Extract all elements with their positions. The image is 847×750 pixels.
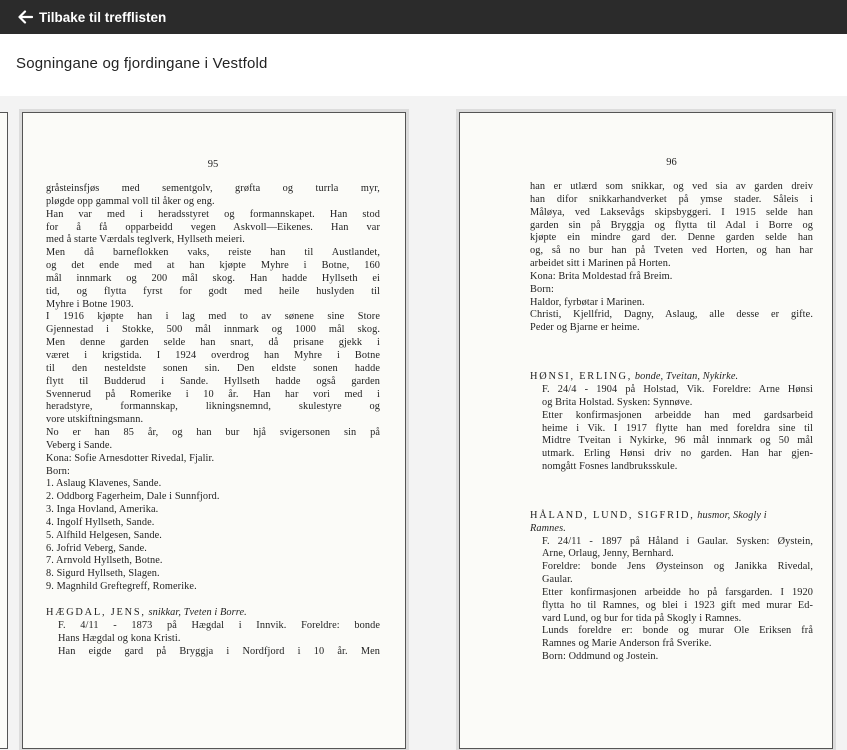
text-line: 8. Sigurd Hyllseth, Slagen. bbox=[46, 568, 160, 580]
text-line: Etter konfirmasjonen arbeidde ho på farsgarden. I 1920 bbox=[542, 586, 813, 598]
text-line: mål innmark og 200 mål skog. Han hadde Hyllseth ei bbox=[46, 272, 380, 284]
text-line: Born: Oddmund og Jostein. bbox=[542, 651, 659, 663]
text-line: nomgått Fosnes landbruksskule. bbox=[542, 461, 678, 473]
text-line: kjøpte ein mindre gard der. Denne garden selde han bbox=[530, 232, 813, 244]
text-line: Lunds foreldre er: bonde og murar Ole Eriksen frå bbox=[542, 625, 813, 637]
text-line: 2. Oddborg Fagerheim, Dale i Sunnfjord. bbox=[46, 491, 220, 503]
text-line: Myhre i Botne 1903. bbox=[46, 298, 134, 310]
text-line: med å starte Værdals teglverk, Hyllseth meieri. bbox=[46, 234, 245, 246]
arrow-left-icon bbox=[17, 9, 33, 25]
previous-page-edge bbox=[0, 112, 8, 749]
text-line: tid, og flytta fyrst for godt med heile huslyden til bbox=[46, 285, 380, 297]
text-line: Men då barneflokken vaks, reiste han til Austlandet, bbox=[46, 247, 380, 259]
text-line: Gaular. bbox=[542, 574, 573, 586]
entry-name: HÅLAND, LUND, SIGFRID, bbox=[530, 509, 695, 521]
entry-role: snikkar, Tveten i Borre. bbox=[148, 607, 247, 618]
text-line: flytt til Budderud i Sande. Hyllseth hadde også garden bbox=[46, 375, 380, 387]
text-line: flytta ho til Ramnes, og blei i 1923 gift med murar Ed- bbox=[542, 599, 813, 611]
entry-role-cont: Ramnes. bbox=[530, 522, 566, 534]
text-line: utmark. Erling Hønsi driv no garden. Han har gjen- bbox=[542, 448, 813, 460]
text-line: Born: bbox=[46, 465, 70, 477]
entry-text bbox=[530, 536, 813, 664]
text-line: og det ende med at han kjøpte Myhre i Botne, 160 bbox=[46, 260, 380, 272]
text-line: 7. Arnvold Hyllseth, Botne. bbox=[46, 555, 163, 567]
page-number: 96 bbox=[666, 157, 677, 168]
text-line: F. 24/4 - 1904 på Holstad, Vik. Foreldre: Arne Hønsi bbox=[542, 383, 813, 395]
text-line: og, så no bur han på Tveten ved Horten, og han har bbox=[530, 245, 813, 257]
text-line: til den nesteldste sonen sin. Den eldste sonen hadde bbox=[46, 362, 380, 374]
text-line: Måløya, ved Laksevågs skipsbyggeri. I 1915 selde han bbox=[530, 206, 813, 218]
text-line: Christi, Kjellfrid, Dagny, Aslaug, alle desse er gifte. bbox=[530, 309, 813, 321]
text-line: været i krigstida. I 1924 overdrog han Myhre i Botne bbox=[46, 349, 380, 361]
back-link-label: Tilbake til trefflisten bbox=[39, 9, 167, 25]
text-line: arbeidet sitt i Marinen på Horten. bbox=[530, 258, 671, 270]
text-line: Peder og Bjarne er heime. bbox=[530, 322, 640, 334]
text-line: Arne, Orlaug, Jenny, Bernhard. bbox=[542, 548, 674, 560]
text-line: No er han 85 år, og han bur hjå svigersonen sin på bbox=[46, 427, 380, 439]
entry-role: husmor, Skogly i bbox=[697, 509, 767, 521]
text-line: han difor snikkarhandverket på ymse stader. Såleis i bbox=[530, 193, 813, 205]
entry-name: HØNSI, ERLING, bbox=[530, 371, 633, 383]
page-text bbox=[46, 183, 380, 594]
page-title: Sogningane og fjordingane i Vestfold bbox=[16, 55, 268, 72]
text-line: Kona: Brita Moldestad frå Breim. bbox=[530, 270, 673, 282]
text-line: F. 24/11 - 1897 på Håland i Gaular. Sysken: Øystein, bbox=[542, 535, 813, 547]
entry-role: bonde, Tveitan, Nykirke. bbox=[634, 371, 739, 383]
text-line: gråsteinsfjøs med sementgolv, grøfta og turrla myr, bbox=[46, 183, 380, 194]
text-line: Han eigde gard på Bryggja i Nordfjord i 10 år. Men bbox=[58, 645, 380, 657]
back-link[interactable] bbox=[17, 9, 166, 25]
entry-heading bbox=[46, 607, 380, 620]
text-line: Men denne garden selde han snart, då prisane gjekk i bbox=[46, 337, 380, 349]
text-line: heradstyre, formannskap, likningsnemnd, skulestyre og bbox=[46, 401, 380, 413]
text-line: Etter konfirmasjonen arbeidde han med gardsarbeid bbox=[542, 409, 813, 421]
text-line: I 1916 kjøpte han i lag med to av sønene sine Store bbox=[46, 311, 380, 323]
page-number: 95 bbox=[207, 159, 219, 170]
text-line: for å få opparbeidd vegen Askvoll—Eikenes. Han var bbox=[46, 221, 380, 233]
document-viewer[interactable] bbox=[0, 96, 847, 750]
entry-heading bbox=[530, 371, 813, 384]
text-line: Ramnes og Marie Anderson frå Sverike. bbox=[542, 638, 712, 650]
page-text bbox=[530, 181, 813, 335]
text-line: Han var med i heradsstyret og formannskapet. Han stod bbox=[46, 208, 380, 220]
text-line: vard Lund, og bur for tida på Skogly i Ramnes. bbox=[542, 612, 742, 624]
book-page-right bbox=[459, 112, 833, 749]
text-line: han er utlærd som snikkar, og ved sia av garden dreiv bbox=[530, 181, 813, 192]
text-line: 1. Aslaug Klavenes, Sande. bbox=[46, 478, 162, 490]
text-line: Foreldre: bonde Jens Øysteinson og Janikka Rivedal, bbox=[542, 561, 813, 573]
text-line: 6. Jofrid Veberg, Sande. bbox=[46, 542, 147, 554]
text-line: Haldor, fyrbøtar i Marinen. bbox=[530, 296, 645, 308]
text-line: F. 4/11 - 1873 på Hægdal i Innvik. Foreldre: bonde bbox=[58, 619, 380, 631]
top-bar bbox=[0, 0, 847, 34]
text-line: 5. Alfhild Helgesen, Sande. bbox=[46, 529, 162, 541]
text-line: 3. Inga Hovland, Amerika. bbox=[46, 504, 159, 516]
text-line: Kona: Sofie Arnesdotter Rivedal, Fjalir. bbox=[46, 452, 215, 464]
text-line: 4. Ingolf Hyllseth, Sande. bbox=[46, 516, 155, 528]
text-line: 9. Magnhild Greftegreff, Romerike. bbox=[46, 581, 197, 593]
entry-heading bbox=[530, 510, 813, 523]
entry-heading-cont bbox=[530, 523, 813, 536]
text-line: og Brita Holstad. Sysken: Synnøve. bbox=[542, 396, 693, 408]
text-line: Hans Hægdal og kona Kristi. bbox=[58, 632, 181, 644]
entry-text bbox=[46, 620, 380, 659]
entry-name: HÆGDAL, JENS, bbox=[46, 607, 146, 618]
text-line: heime i Vik. I 1917 flytte han med foreldra sine til bbox=[542, 422, 813, 434]
text-line: Svennerud på Romerike i 10 år. Han har vori med i bbox=[46, 388, 380, 400]
book-page-left bbox=[22, 112, 406, 749]
text-line: vore utskiftningsmann. bbox=[46, 414, 144, 426]
text-line: pløgde opp gammal voll til åker og eng. bbox=[46, 195, 215, 207]
entry-text bbox=[530, 384, 813, 474]
text-line: Veberg i Sande. bbox=[46, 439, 113, 451]
text-line: Midtre Tveitan i Nykirke, 96 mål innmark og 50 mål bbox=[542, 435, 813, 447]
text-line: Gjennestad i Stokke, 500 mål innmark og 1000 mål skog. bbox=[46, 324, 380, 336]
text-line: garden sin på Bryggja og flytta til Adal i Borre og bbox=[530, 219, 813, 231]
text-line: Born: bbox=[530, 283, 554, 295]
